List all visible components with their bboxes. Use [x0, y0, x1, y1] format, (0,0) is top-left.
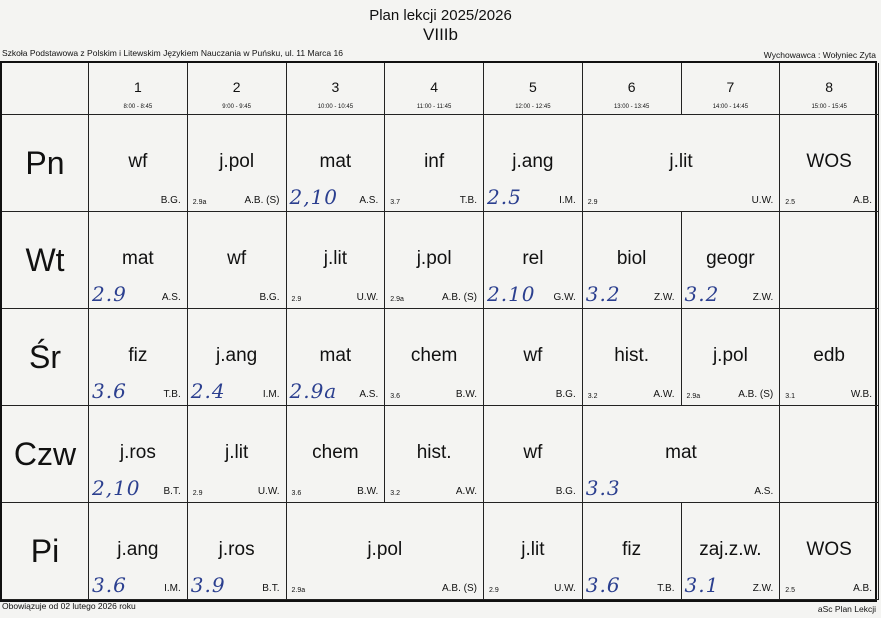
day-label: Śr: [2, 309, 89, 406]
lesson-teacher: B.G.: [160, 195, 181, 206]
lesson-subject: j.lit: [225, 442, 249, 463]
lesson-cell: [287, 503, 485, 600]
lesson-subject: wf: [523, 442, 543, 463]
lesson-room: 3.1: [785, 393, 795, 400]
period-header: [287, 63, 386, 115]
period-header: [385, 63, 484, 115]
period-number: 8: [825, 79, 834, 95]
lesson-subject: chem: [410, 345, 458, 366]
day-label: Pn: [2, 115, 89, 212]
period-number: 1: [133, 79, 142, 95]
lesson-cell: [287, 309, 386, 406]
lesson-subject: j.pol: [367, 539, 403, 560]
lesson-cell: [484, 503, 583, 600]
lesson-cell: [583, 212, 682, 309]
lesson-teacher: I.M.: [262, 389, 280, 400]
handwritten-room: 2,10: [289, 185, 339, 209]
lesson-teacher: B.W.: [357, 486, 379, 497]
lesson-subject: j.lit: [323, 248, 347, 269]
lesson-cell: [385, 212, 484, 309]
period-time: 14:00 - 14:45: [712, 104, 749, 110]
lesson-cell: [89, 115, 188, 212]
lesson-room: 3.6: [291, 490, 302, 497]
lesson-room: 2.9: [291, 296, 302, 303]
lesson-teacher: G.W.: [553, 292, 576, 303]
lesson-teacher: A.W.: [653, 389, 675, 400]
lesson-room: 2.9a: [390, 296, 404, 303]
lesson-subject: edb: [813, 345, 845, 366]
lesson-room: 3.7: [390, 199, 400, 206]
period-header: [89, 63, 188, 115]
lesson-cell: [89, 503, 188, 600]
lesson-cell: [682, 212, 781, 309]
day-label: Wt: [2, 212, 89, 309]
lesson-teacher: I.M.: [164, 583, 181, 594]
lesson-teacher: A.S.: [754, 486, 774, 497]
lesson-cell: [583, 309, 682, 406]
lesson-subject: j.lit: [669, 151, 693, 172]
lesson-teacher: U.W.: [257, 486, 280, 497]
lesson-cell: [385, 406, 484, 503]
lesson-teacher: B.G.: [555, 389, 576, 400]
lesson-teacher: A.B. (S): [244, 195, 280, 206]
lesson-subject: inf: [424, 151, 445, 172]
lesson-room: 3.6: [390, 393, 400, 400]
timetable-grid: [0, 61, 877, 602]
period-header: [780, 63, 879, 115]
empty-lesson-cell: [780, 212, 879, 309]
lesson-subject: hist.: [416, 442, 452, 463]
lesson-cell: [188, 212, 287, 309]
lesson-room: 2.9a: [686, 393, 701, 400]
lesson-subject: j.ang: [216, 345, 258, 366]
period-number: 4: [430, 79, 439, 95]
lesson-subject: chem: [312, 442, 359, 463]
lesson-cell: [188, 503, 287, 600]
lesson-cell: [780, 503, 879, 600]
day-label: Czw: [2, 406, 89, 503]
lesson-teacher: A.S.: [359, 389, 379, 400]
lesson-cell: [188, 115, 287, 212]
lesson-teacher: A.W.: [455, 486, 477, 497]
lesson-teacher: Z.W.: [752, 583, 774, 594]
lesson-cell: [287, 406, 386, 503]
lesson-teacher: T.B.: [657, 583, 675, 594]
lesson-room: 2.9a: [291, 587, 306, 594]
period-header: [188, 63, 287, 115]
lesson-cell: [583, 115, 781, 212]
period-number: 3: [331, 79, 340, 95]
lesson-subject: j.pol: [712, 345, 748, 366]
lesson-subject: j.ros: [119, 442, 156, 463]
lesson-subject: biol: [616, 248, 647, 269]
school-name: Szkoła Podstawowa z Polskim i Litewskim Językiem Nauczania w Puńsku, ul. 11 Marca 16: [2, 48, 343, 58]
lesson-teacher: A.S.: [359, 195, 379, 206]
period-time: 8:00 - 8:45: [123, 104, 153, 110]
handwritten-room: 3.2: [585, 282, 621, 306]
lesson-cell: [682, 309, 781, 406]
lesson-teacher: B.W.: [455, 389, 477, 400]
handwritten-room: 2.9a: [289, 379, 338, 403]
handwritten-room: 3.6: [92, 573, 127, 597]
period-number: 5: [528, 79, 537, 95]
lesson-room: 2.5: [785, 587, 795, 594]
lesson-room: 3.2: [587, 393, 598, 400]
lesson-subject: geogr: [706, 248, 755, 269]
lesson-cell: [484, 212, 583, 309]
handwritten-room: 2,10: [92, 476, 141, 500]
lesson-teacher: I.M.: [559, 195, 576, 206]
lesson-subject: j.ang: [512, 151, 554, 172]
lesson-subject: wf: [227, 248, 247, 269]
lesson-cell: [484, 115, 583, 212]
lesson-subject: hist.: [614, 345, 650, 366]
handwritten-room: 3.6: [92, 379, 127, 403]
lesson-subject: j.ros: [218, 539, 255, 560]
handwritten-room: 2.9: [92, 282, 127, 306]
lesson-cell: [188, 406, 287, 503]
lesson-cell: [780, 115, 879, 212]
lesson-cell: [89, 309, 188, 406]
empty-lesson-cell: [780, 406, 879, 503]
corner-cell: [2, 63, 89, 115]
period-time: 12:00 - 12:45: [515, 104, 551, 110]
period-time: 9:00 - 9:45: [222, 104, 251, 110]
lesson-subject: j.ang: [117, 539, 159, 560]
lesson-teacher: Z.W.: [653, 292, 675, 303]
lesson-subject: WOS: [806, 151, 852, 172]
period-time: 10:00 - 10:45: [317, 104, 354, 110]
valid-from-note: Obowiązuje od 02 lutego 2026 roku: [2, 601, 136, 611]
page-title: Plan lekcji 2025/2026: [369, 7, 512, 24]
lesson-room: 3.2: [390, 490, 400, 497]
period-number: 6: [627, 79, 636, 95]
period-time: 15:00 - 15:45: [811, 104, 847, 110]
generator-note: aSc Plan Lekcji: [817, 604, 876, 614]
handwritten-room: 2.4: [190, 379, 226, 403]
lesson-teacher: A.B.: [853, 195, 872, 206]
lesson-room: 2.9: [587, 199, 598, 206]
lesson-subject: mat: [665, 442, 697, 463]
period-number: 2: [232, 79, 241, 95]
lesson-subject: wf: [128, 151, 148, 172]
lesson-cell: [188, 309, 287, 406]
lesson-room: 2.9a: [192, 199, 207, 206]
handwritten-room: 3.3: [585, 476, 621, 500]
period-header: [484, 63, 583, 115]
period-number: 7: [726, 79, 735, 95]
lesson-subject: zaj.z.w.: [699, 539, 762, 560]
lesson-subject: j.lit: [521, 539, 545, 560]
lesson-cell: [484, 309, 583, 406]
handwritten-room: 3.6: [585, 573, 621, 597]
period-time: 13:00 - 13:45: [613, 104, 650, 110]
lesson-subject: j.pol: [219, 151, 255, 172]
period-header: [682, 63, 781, 115]
lesson-teacher: T.B.: [459, 195, 477, 206]
lesson-teacher: A.B. (S): [738, 389, 774, 400]
lesson-room: 2.9: [489, 587, 499, 594]
handwritten-room: 3.9: [190, 573, 226, 597]
lesson-cell: [682, 503, 781, 600]
lesson-teacher: A.B. (S): [441, 583, 477, 594]
handwritten-room: 2.10: [487, 282, 536, 306]
class-name: VIIIb: [423, 25, 458, 44]
lesson-teacher: U.W.: [751, 195, 774, 206]
lesson-cell: [89, 212, 188, 309]
homeroom-teacher: Wychowawca : Wołyniec Zyta: [763, 50, 876, 60]
lesson-room: 2.5: [785, 199, 795, 206]
lesson-subject: fiz: [622, 539, 642, 560]
lesson-teacher: B.G.: [555, 486, 576, 497]
period-header: [583, 63, 682, 115]
lesson-teacher: W.B.: [850, 389, 872, 400]
lesson-subject: WOS: [806, 539, 852, 560]
lesson-cell: [89, 406, 188, 503]
day-label: Pi: [2, 503, 89, 600]
lesson-subject: mat: [319, 345, 352, 366]
lesson-cell: [385, 309, 484, 406]
handwritten-room: 3.2: [684, 282, 720, 306]
lesson-cell: [583, 406, 781, 503]
lesson-cell: [484, 406, 583, 503]
handwritten-room: 2.5: [487, 185, 522, 209]
lesson-subject: mat: [319, 151, 352, 172]
lesson-teacher: A.S.: [161, 292, 181, 303]
lesson-teacher: B.G.: [259, 292, 280, 303]
lesson-teacher: A.B.: [853, 583, 872, 594]
lesson-cell: [287, 115, 386, 212]
period-time: 11:00 - 11:45: [416, 104, 452, 110]
lesson-teacher: A.B. (S): [441, 292, 477, 303]
lesson-teacher: B.T.: [262, 583, 280, 594]
lesson-room: 2.9: [192, 490, 203, 497]
lesson-subject: fiz: [128, 345, 148, 366]
lesson-cell: [385, 115, 484, 212]
lesson-cell: [287, 212, 386, 309]
lesson-subject: mat: [122, 248, 154, 269]
lesson-teacher: T.B.: [163, 389, 181, 400]
lesson-cell: [583, 503, 682, 600]
lesson-teacher: U.W.: [356, 292, 379, 303]
handwritten-room: 3.1: [684, 573, 720, 597]
lesson-subject: wf: [523, 345, 543, 366]
lesson-teacher: Z.W.: [752, 292, 774, 303]
lesson-cell: [780, 309, 879, 406]
lesson-teacher: U.W.: [554, 583, 576, 594]
lesson-teacher: B.T.: [163, 486, 181, 497]
lesson-subject: j.pol: [416, 248, 452, 269]
lesson-subject: rel: [522, 248, 544, 269]
